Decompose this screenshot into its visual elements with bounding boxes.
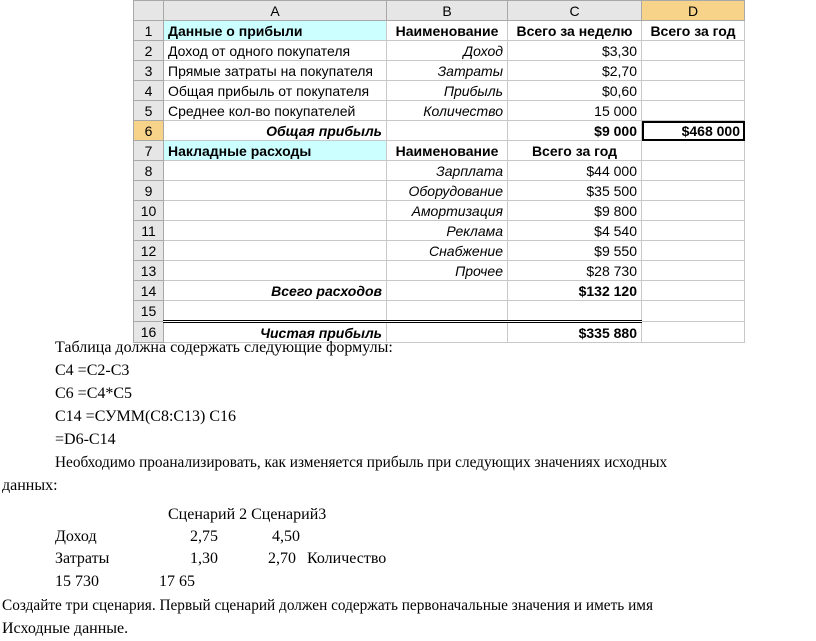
cell-d11[interactable] (642, 221, 745, 241)
cell-d16[interactable] (642, 322, 745, 343)
income-scenario2: 2,75 (190, 528, 218, 545)
row-header[interactable]: 13 (134, 261, 164, 281)
table-row (134, 81, 745, 101)
row-header[interactable]: 12 (134, 241, 164, 261)
table-row (134, 41, 745, 61)
table-row (134, 161, 745, 181)
cell-c12[interactable]: $9 550 (508, 241, 642, 261)
quantity-scenario3: 17 65 (159, 573, 195, 590)
cell-c15[interactable] (508, 301, 642, 322)
row-header[interactable]: 3 (134, 61, 164, 81)
row-header[interactable]: 15 (134, 301, 164, 322)
cell-c4[interactable]: $0,60 (508, 81, 642, 101)
table-row (134, 301, 745, 322)
cell-b16[interactable] (387, 322, 508, 343)
cell-d7[interactable] (642, 141, 745, 161)
table-row (134, 281, 745, 301)
analyze-paragraph-line2: данных: (2, 477, 58, 494)
costs-label: Затраты (55, 550, 110, 567)
column-header-b[interactable]: B (387, 1, 508, 21)
cell-b1[interactable]: Наименование (387, 21, 508, 41)
cell-b15[interactable] (387, 301, 508, 322)
table-row (134, 101, 745, 121)
cell-b9[interactable]: Оборудование (387, 181, 508, 201)
formula-c14: C14 =СУММ(C8:C13) C16 (55, 408, 237, 425)
cell-b5[interactable]: Количество (387, 101, 508, 121)
row-header[interactable]: 16 (134, 322, 164, 343)
costs-scenario2: 1,30 (190, 550, 218, 567)
cell-d6-selected[interactable]: $468 000 (642, 121, 745, 141)
cell-b6[interactable] (387, 121, 508, 141)
cell-d15[interactable] (642, 301, 745, 322)
select-all-corner[interactable] (134, 1, 164, 21)
table-row (134, 241, 745, 261)
cell-c7[interactable]: Всего за год (508, 141, 642, 161)
cell-d8[interactable] (642, 161, 745, 181)
cell-a4[interactable]: Общая прибыль от покупателя (164, 81, 387, 101)
cell-d14[interactable] (642, 281, 745, 301)
row-header[interactable]: 2 (134, 41, 164, 61)
table-row (134, 181, 745, 201)
cell-d12[interactable] (642, 241, 745, 261)
row-header[interactable]: 10 (134, 201, 164, 221)
cell-a9[interactable] (164, 181, 387, 201)
cell-b7[interactable]: Наименование (387, 141, 508, 161)
cell-a6[interactable]: Общая прибыль (164, 121, 387, 141)
cell-a3[interactable]: Прямые затраты на покупателя (164, 61, 387, 81)
row-header[interactable]: 14 (134, 281, 164, 301)
cell-a13[interactable] (164, 261, 387, 281)
cell-c9[interactable]: $35 500 (508, 181, 642, 201)
cell-b8[interactable]: Зарплата (387, 161, 508, 181)
formula-c6: C6 =C4*C5 (55, 385, 133, 402)
column-header-row (134, 1, 745, 21)
row-header[interactable]: 4 (134, 81, 164, 101)
create-paragraph-line1: Создайте три сценария. Первый сценарий должен содержать первоначальные значения и иметь имя (2, 597, 653, 614)
cell-d13[interactable] (642, 261, 745, 281)
cell-d1[interactable]: Всего за год (642, 21, 745, 41)
cell-b3[interactable]: Затраты (387, 61, 508, 81)
row-header[interactable]: 6 (134, 121, 164, 141)
formula-c16: =D6-C14 (55, 431, 116, 448)
column-header-c[interactable]: C (508, 1, 642, 21)
cell-c3[interactable]: $2,70 (508, 61, 642, 81)
cell-b14[interactable] (387, 281, 508, 301)
spreadsheet-grid (133, 0, 745, 343)
row-header[interactable]: 11 (134, 221, 164, 241)
cell-a1[interactable]: Данные о прибыли (164, 21, 387, 41)
cell-c10[interactable]: $9 800 (508, 201, 642, 221)
cell-a10[interactable] (164, 201, 387, 221)
quantity-label: Количество (307, 550, 387, 567)
table-row (134, 141, 745, 161)
cell-c2[interactable]: $3,30 (508, 41, 642, 61)
cell-a2[interactable]: Доход от одного покупателя (164, 41, 387, 61)
cell-c16[interactable]: $335 880 (508, 322, 642, 343)
cell-b12[interactable]: Снабжение (387, 241, 508, 261)
cell-b4[interactable]: Прибыль (387, 81, 508, 101)
cell-b13[interactable]: Прочее (387, 261, 508, 281)
create-paragraph-line2: Исходные данные. (2, 620, 129, 637)
row-header[interactable]: 5 (134, 101, 164, 121)
costs-scenario3: 2,70 (268, 550, 296, 567)
column-header-a[interactable]: A (164, 1, 387, 21)
row-header[interactable]: 7 (134, 141, 164, 161)
table-row (134, 21, 745, 41)
cell-b10[interactable]: Амортизация (387, 201, 508, 221)
scenario-header: Сценарий 2 Сценарий3 (168, 506, 327, 523)
cell-d10[interactable] (642, 201, 745, 221)
cell-d4[interactable] (642, 81, 745, 101)
cell-a7[interactable]: Накладные расходы (164, 141, 387, 161)
table-row (134, 201, 745, 221)
cell-a16[interactable]: Чистая прибыль (164, 322, 387, 343)
cell-d3[interactable] (642, 61, 745, 81)
table-row (134, 221, 745, 241)
income-label: Доход (55, 528, 97, 545)
cell-a15[interactable] (164, 301, 387, 322)
column-header-d[interactable]: D (642, 1, 745, 21)
cell-a12[interactable] (164, 241, 387, 261)
cell-c1[interactable]: Всего за неделю (508, 21, 642, 41)
table-row (134, 261, 745, 281)
cell-d9[interactable] (642, 181, 745, 201)
row-header[interactable]: 9 (134, 181, 164, 201)
table-row (134, 121, 745, 141)
row-header[interactable]: 1 (134, 21, 164, 41)
cell-a14[interactable]: Всего расходов (164, 281, 387, 301)
cell-a8[interactable] (164, 161, 387, 181)
cell-d5[interactable] (642, 101, 745, 121)
income-scenario3: 4,50 (272, 528, 300, 545)
cell-c14[interactable]: $132 120 (508, 281, 642, 301)
cell-a5[interactable]: Среднее кол-во покупателей (164, 101, 387, 121)
cell-b11[interactable]: Реклама (387, 221, 508, 241)
analyze-paragraph-line1: Необходимо проанализировать, как изменяется прибыль при следующих значениях исходных (55, 454, 668, 471)
table-row (134, 61, 745, 81)
cell-c13[interactable]: $28 730 (508, 261, 642, 281)
cell-c6[interactable]: $9 000 (508, 121, 642, 141)
cell-c11[interactable]: $4 540 (508, 221, 642, 241)
formula-c4: C4 =C2-C3 (55, 362, 130, 379)
cell-d2[interactable] (642, 41, 745, 61)
cell-a11[interactable] (164, 221, 387, 241)
cell-c8[interactable]: $44 000 (508, 161, 642, 181)
cell-b2[interactable]: Доход (387, 41, 508, 61)
row-header[interactable]: 8 (134, 161, 164, 181)
quantity-scenario2: 15 730 (55, 573, 99, 590)
formulas-intro: Таблица должна содержать следующие формулы: (55, 339, 393, 356)
cell-c5[interactable]: 15 000 (508, 101, 642, 121)
